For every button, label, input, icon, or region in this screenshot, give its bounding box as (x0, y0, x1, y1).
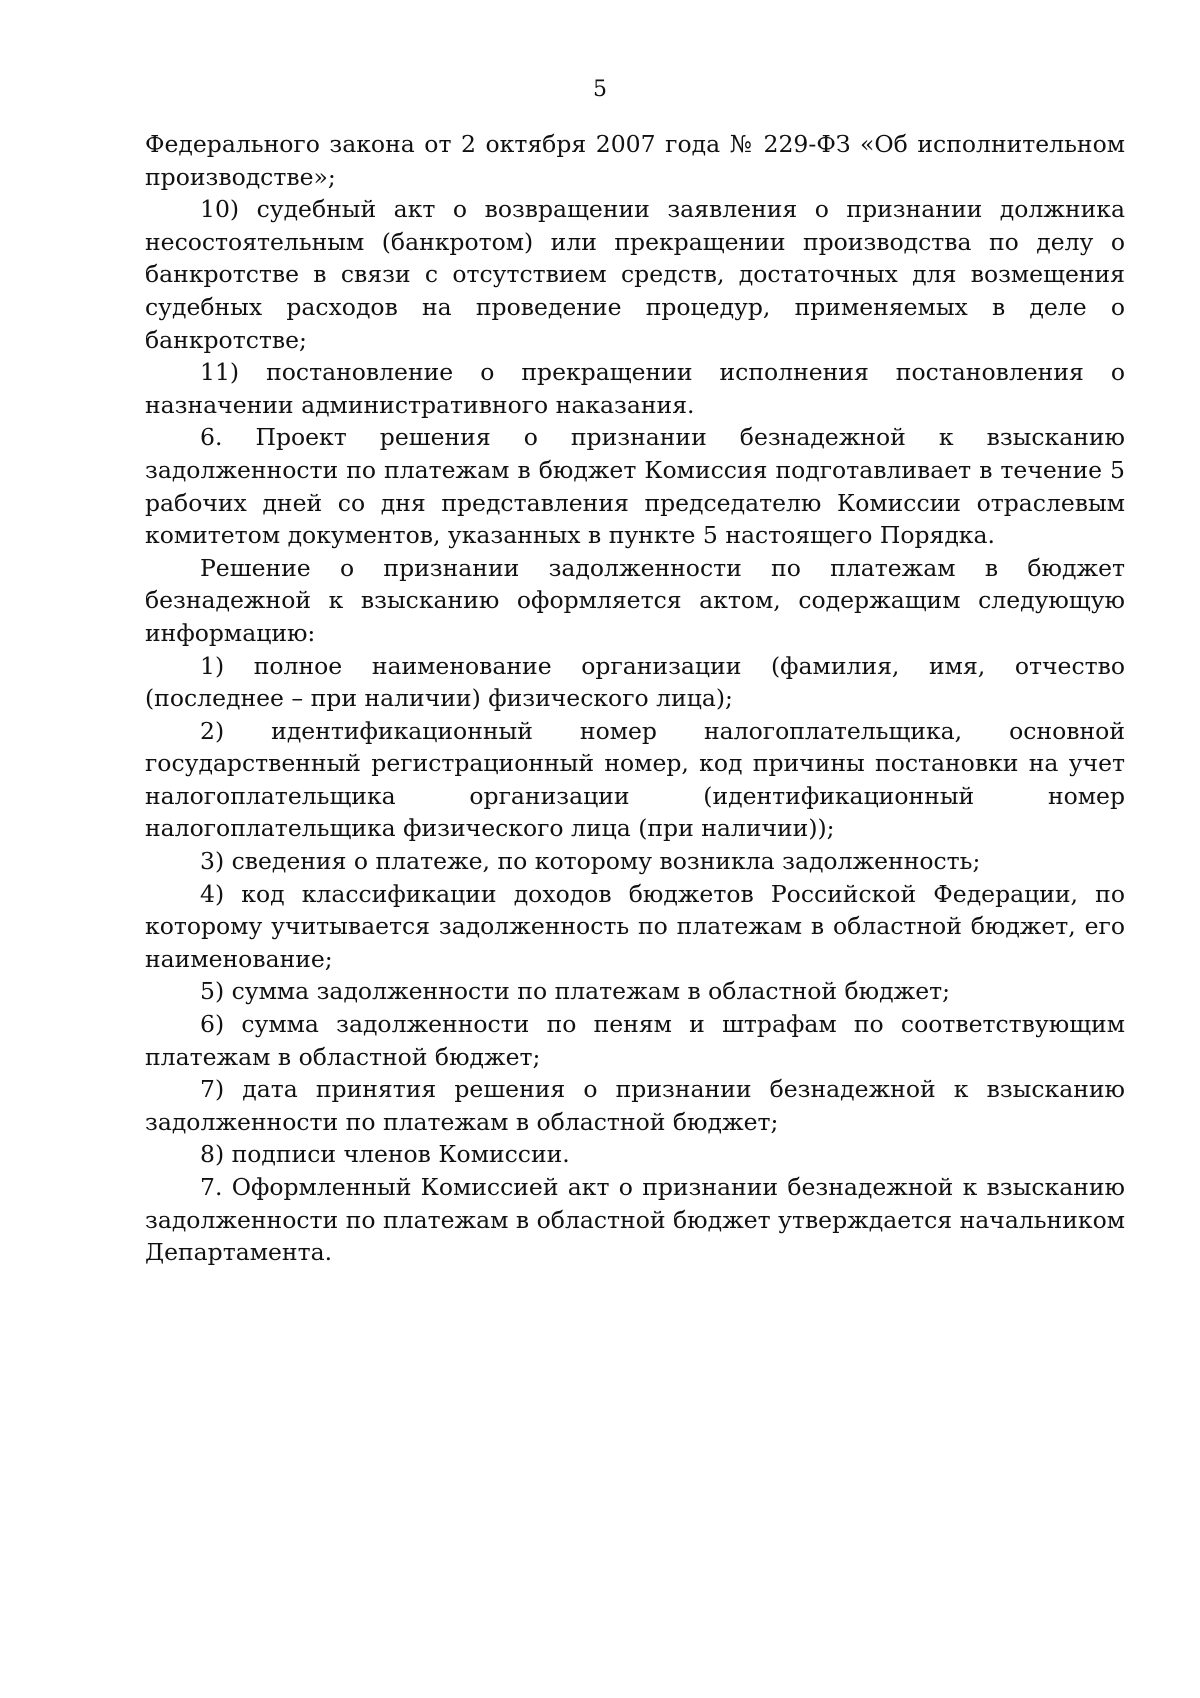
paragraph-info-2: 2) идентификационный номер налогоплательщика, основной государственный регистрационный номер, код причины постановки на учет налогоплательщика организации (идентификационный номер налогоплательщика физического лица (при наличии)); (145, 716, 1125, 843)
paragraph-info-4: 4) код классификации доходов бюджетов Российской Федерации, по которому учитывается задолженность по платежам в областной бюджет, его наименование; (145, 879, 1125, 973)
paragraph-item-10: 10) судебный акт о возвращении заявления о признании должника несостоятельным (банкротом) или прекращении производства по делу о банкротстве в связи с отсутствием средств, достаточных для возмещения судебных расходов на проведение процедур, применяемых в деле о банкротстве; (145, 195, 1125, 354)
paragraph-continuation: Федерального закона от 2 октября 2007 года № 229-ФЗ «Об исполнительном производстве»; (145, 130, 1125, 191)
paragraph-info-7: 7) дата принятия решения о признании безнадежной к взысканию задолженности по платежам в областной бюджет; (145, 1075, 1125, 1136)
paragraph-info-6: 6) сумма задолженности по пеням и штрафам по соответствующим платежам в областной бюджет; (145, 1010, 1125, 1071)
page-number: 5 (593, 77, 607, 102)
paragraph-clause-6: 6. Проект решения о признании безнадежной к взысканию задолженности по платежам в бюджет Комиссия подготавливает в течение 5 рабочих дней со дня представления председателю Комиссии отраслевым комитетом документов, указанных в пункте 5 настоящего Порядка. (145, 423, 1125, 550)
paragraph-info-1: 1) полное наименование организации (фамилия, имя, отчество (последнее – при наличии) физического лица); (145, 651, 1125, 713)
paragraph-info-5: 5) сумма задолженности по платежам в областной бюджет; (200, 977, 951, 1006)
document-body (145, 128, 1125, 1269)
paragraph-clause-7: 7. Оформленный Комиссией акт о признании безнадежной к взысканию задолженности по платежам в областной бюджет утверждается начальником Департамента. (145, 1173, 1125, 1267)
paragraph-item-11: 11) постановление о прекращении исполнения постановления о назначении административного наказания. (145, 358, 1125, 419)
paragraph-decision-intro: Решение о признании задолженности по платежам в бюджет безнадежной к взысканию оформляется актом, содержащим следующую информацию: (145, 553, 1125, 647)
paragraph-info-3: 3) сведения о платеже, по которому возникла задолженность; (200, 847, 981, 876)
paragraph-info-8: 8) подписи членов Комиссии. (200, 1140, 570, 1169)
